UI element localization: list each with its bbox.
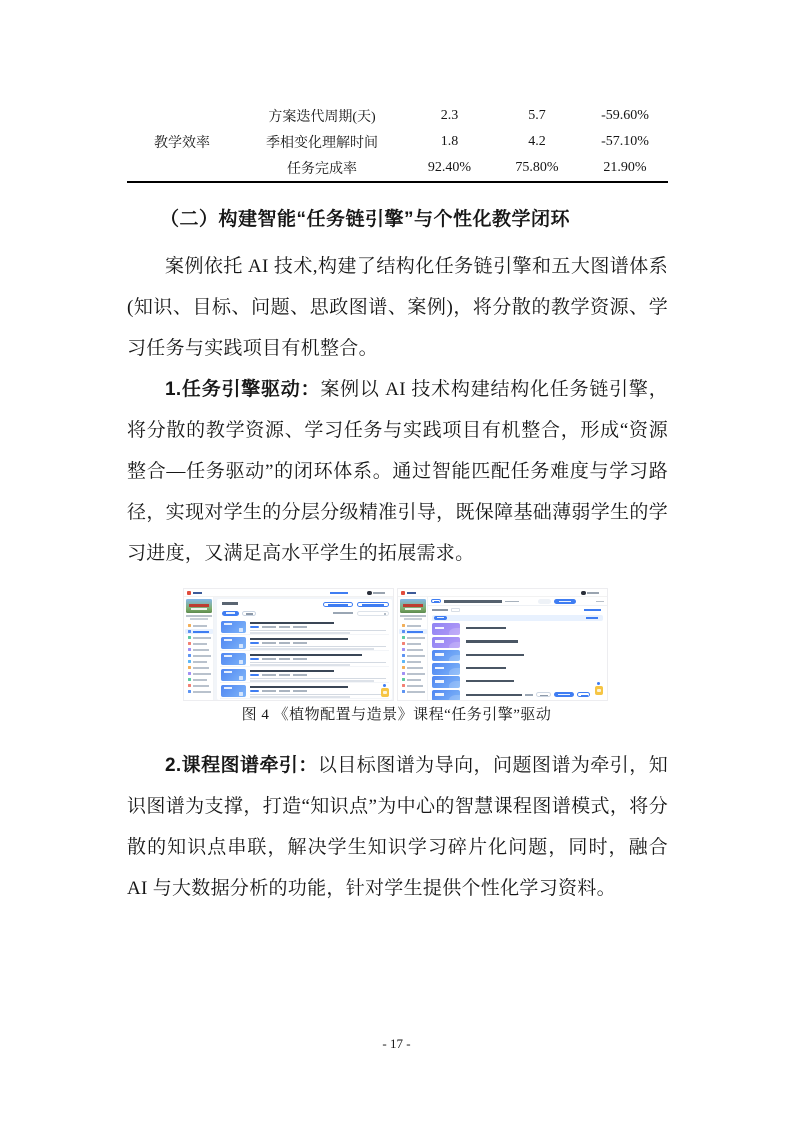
mini-nav-label — [407, 685, 423, 687]
mini-nav-label — [407, 679, 421, 681]
mini-mascot-icon — [380, 684, 390, 698]
mini-card-thumbnail — [221, 685, 246, 698]
mini-nav-label — [407, 631, 423, 633]
mini-mascot-icon — [594, 682, 604, 696]
mini-nav-icon — [188, 630, 191, 633]
mini-task-card — [220, 652, 389, 667]
mini-card-title — [250, 654, 362, 657]
mini-chain-title — [466, 680, 514, 682]
table-cell-value: 1.8 — [440, 134, 459, 149]
mini-nav-item — [185, 677, 213, 682]
mini-mascot-face — [383, 691, 387, 694]
table-cell-value: 75.80% — [515, 160, 559, 175]
paragraph-lead: 2.课程图谱牵引： — [165, 755, 318, 776]
mini-secondary-button — [538, 599, 551, 604]
mini-tile-swoosh — [449, 642, 460, 649]
mini-nav-item — [399, 689, 427, 694]
mini-nav-icon — [188, 672, 191, 675]
mini-nav-icon — [402, 624, 405, 627]
mini-nav-icon — [402, 642, 405, 645]
mini-nav-item — [185, 671, 213, 676]
mini-card-desc — [250, 664, 350, 666]
mini-card-meta — [293, 674, 307, 676]
mini-card-meta — [262, 642, 276, 644]
mini-chain-row — [432, 689, 603, 701]
mini-card-desc — [250, 632, 350, 634]
mini-sidebar — [184, 597, 214, 701]
mini-tile-label — [435, 640, 444, 643]
mini-thumb-label — [224, 687, 232, 689]
mini-calendar-icon — [239, 692, 243, 696]
mini-back-button — [431, 599, 441, 603]
mini-nav-label — [193, 625, 207, 627]
mini-nav-item — [185, 635, 213, 640]
mini-avatar — [367, 591, 372, 596]
mini-sidebar — [398, 597, 428, 701]
mini-task-card — [220, 620, 389, 635]
mini-chain-title — [466, 654, 524, 656]
mini-avatar — [581, 591, 586, 596]
mini-prev-button — [536, 692, 551, 697]
mini-nav-label — [407, 667, 423, 669]
mini-button-label — [328, 604, 348, 606]
mini-nav-icon — [188, 624, 191, 627]
mini-nav-icon — [402, 690, 405, 693]
mini-nav-icon — [402, 678, 405, 681]
mini-cover-subtitle — [405, 608, 421, 610]
mini-chain-tile — [432, 690, 460, 701]
mini-card-thumbnail — [221, 637, 246, 650]
mini-next-button — [554, 692, 574, 697]
figure-screenshot-task-list — [183, 588, 394, 701]
mini-breadcrumb-sub — [505, 601, 519, 603]
mini-nav-icon — [402, 666, 405, 669]
mini-chain-title — [466, 694, 522, 696]
mini-nav-label — [193, 691, 211, 693]
mini-calendar-icon — [239, 660, 243, 664]
mini-card-meta — [279, 642, 290, 644]
mini-nav-item — [399, 671, 427, 676]
mini-cover-subtitle — [191, 608, 207, 610]
mini-banner-link — [586, 617, 598, 619]
mini-card-meta — [279, 658, 290, 660]
mini-topbar-link — [330, 592, 348, 594]
mini-nav-item — [399, 659, 427, 664]
mini-panel-title — [222, 602, 238, 605]
figure-screenshot-task-chain — [397, 588, 608, 701]
paragraph-intro — [127, 246, 668, 369]
section-heading — [127, 204, 668, 231]
mini-filter-label — [432, 609, 448, 611]
mini-nav-icon — [402, 654, 405, 657]
mini-nav-label — [193, 631, 209, 633]
mini-cover-title-banner — [403, 604, 423, 607]
mini-username — [587, 592, 599, 594]
mini-nav-label — [193, 649, 209, 651]
mini-card-thumbnail — [221, 653, 246, 666]
table-cell-change: -57.10% — [601, 134, 649, 149]
mini-card-title — [250, 686, 348, 689]
paragraph-task-engine — [127, 369, 668, 574]
mini-chain-tile — [432, 663, 460, 675]
mini-nav-item — [399, 635, 427, 640]
mini-cover-caption — [400, 615, 426, 617]
mini-nav-icon — [188, 666, 191, 669]
mini-tile-label — [435, 653, 444, 656]
mini-nav-item — [185, 665, 213, 670]
table-cell-metric: 任务完成率 — [287, 162, 357, 177]
mini-done-button — [577, 692, 590, 697]
mini-nav-icon — [402, 648, 405, 651]
mini-chain-title — [466, 627, 506, 629]
mini-nav-icon — [402, 684, 405, 687]
mini-chain-row — [432, 636, 603, 649]
mini-nav-label — [407, 649, 423, 651]
mini-page-label — [525, 694, 533, 696]
mini-card-desc — [250, 630, 386, 632]
table-row — [127, 129, 668, 155]
mini-chain-row — [432, 649, 603, 662]
mini-card-title — [250, 638, 348, 641]
mini-action-button — [323, 602, 353, 608]
mini-nav-item — [399, 683, 427, 688]
paragraph-text: 案例以 AI 技术构建结构化任务链引擎，将分散的教学资源、学习任务与实践项目有机整合，形成“资源整合—任务驱动”的闭环体系。通过智能匹配任务难度与学习路径，实现对学生的分层分级精准引导，既保障基础薄弱学生的学习进度，又满足高水平学生的拓展需求。 — [127, 379, 668, 564]
paragraph-lead: 1.任务引擎驱动： — [165, 379, 321, 400]
mini-course-cover-image — [400, 599, 426, 613]
mini-button-label — [434, 601, 439, 602]
mini-cover-caption — [190, 618, 208, 620]
mini-nav-item — [185, 683, 213, 688]
figure-4 — [183, 588, 608, 701]
mini-task-card — [220, 668, 389, 683]
mini-task-card — [220, 684, 389, 699]
table-cell-change: 21.90% — [603, 160, 647, 175]
mini-primary-button — [554, 599, 576, 604]
mini-calendar-icon — [239, 676, 243, 680]
mini-breadcrumb-bar — [428, 597, 607, 606]
mini-nav-label — [407, 637, 425, 639]
mini-card-tag — [250, 642, 259, 644]
mini-sort-label — [333, 612, 353, 614]
mini-card-thumbnail — [221, 621, 246, 634]
paragraph-text: 以目标图谱为导向，问题图谱为牵引，知识图谱为支撑，打造“知识点”为中心的智慧课程图谱模式，将分散的知识点串联，解决学生知识学习碎片化问题，同时，融合 AI 与大数据分析的功能，针对学生提供个性化学习资料。 — [127, 755, 668, 899]
mini-breadcrumb-title — [444, 600, 502, 602]
table-row — [127, 155, 668, 181]
page-number: - 17 - — [382, 1036, 411, 1051]
mini-nav-label — [193, 673, 211, 675]
mini-nav-item — [185, 641, 213, 646]
mini-chain-title — [466, 667, 506, 669]
mini-search-box — [357, 611, 389, 617]
mini-nav-label — [193, 661, 207, 663]
mini-nav-item — [185, 647, 213, 652]
mini-nav-label — [193, 679, 207, 681]
table-cell-category: 教学效率 — [154, 136, 210, 151]
mini-tile-label — [435, 627, 444, 630]
mini-card-desc — [250, 646, 386, 648]
mini-search-icon — [384, 613, 386, 615]
mini-chain-tile — [432, 676, 460, 688]
mini-nav-icon — [188, 654, 191, 657]
mini-mascot-body — [595, 686, 603, 695]
mini-nav-icon — [188, 678, 191, 681]
mini-tile-label — [435, 667, 444, 670]
mini-card-meta — [279, 690, 290, 692]
mini-card-desc — [250, 648, 374, 650]
mini-card-meta — [262, 626, 276, 628]
mini-button-label — [540, 695, 548, 697]
metrics-table — [127, 103, 668, 183]
mini-chapter-pill — [434, 616, 447, 621]
mini-topbar — [398, 589, 607, 597]
mini-card-tag — [250, 658, 259, 660]
mini-card-tag — [250, 690, 259, 692]
mini-card-tag — [250, 626, 259, 628]
mini-tile-swoosh — [449, 668, 460, 675]
mini-logo-icon — [401, 591, 405, 595]
table-cell-value: 92.40% — [427, 160, 472, 175]
table-cell-metric: 方案迭代周期(天) — [268, 110, 376, 125]
mini-chain-row — [432, 676, 603, 689]
mini-cover-caption — [186, 615, 212, 617]
mini-main-area — [428, 606, 607, 701]
paragraph-course-map — [127, 745, 668, 909]
mini-main-area — [214, 597, 394, 701]
table-cell-value: 5.7 — [528, 108, 546, 123]
mini-nav-item — [399, 647, 427, 652]
mini-thumb-label — [224, 623, 232, 625]
mini-card-title — [250, 670, 334, 673]
mini-action-button — [357, 602, 389, 608]
table-cell-change: -59.60% — [601, 108, 649, 123]
mini-nav-icon — [402, 630, 405, 633]
mini-nav-item — [399, 623, 427, 628]
mini-breadcrumb-extra — [596, 601, 604, 603]
mini-course-cover-image — [186, 599, 212, 613]
mini-thumb-label — [224, 639, 232, 641]
mini-card-meta — [262, 690, 276, 692]
mini-nav-icon — [188, 636, 191, 639]
mini-nav-icon — [402, 660, 405, 663]
mini-nav-label — [407, 643, 421, 645]
mini-nav-icon — [188, 648, 191, 651]
mini-chain-tile — [432, 637, 460, 649]
mini-pill-label — [437, 617, 444, 619]
mini-nav-icon — [402, 672, 405, 675]
mini-nav-item — [399, 665, 427, 670]
mini-button-label — [558, 694, 570, 696]
mini-tile-label — [435, 680, 444, 683]
mini-card-meta — [293, 642, 307, 644]
mini-pill-label — [246, 613, 253, 615]
mini-cover-caption — [404, 618, 422, 620]
mini-nav-icon — [402, 636, 405, 639]
mini-nav-label — [193, 655, 211, 657]
mini-chain-tile — [432, 650, 460, 662]
mini-card-desc — [250, 680, 374, 682]
mini-card-meta — [262, 658, 276, 660]
table-cell-value: 4.2 — [528, 134, 546, 149]
mini-button-label — [559, 601, 571, 603]
mini-cover-title-banner — [189, 604, 209, 607]
mini-mascot-dot — [597, 682, 600, 685]
mini-nav-item — [185, 659, 213, 664]
mini-expand-link — [584, 609, 601, 611]
mini-filter-pill — [242, 611, 256, 617]
mini-nav-item — [185, 623, 213, 628]
table-cell-value: 2.3 — [440, 108, 459, 123]
mini-card-meta — [293, 690, 307, 692]
mini-chain-row — [432, 662, 603, 675]
mini-mascot-dot — [383, 684, 386, 687]
mini-card-meta — [262, 674, 276, 676]
mini-nav-label — [193, 685, 209, 687]
mini-nav-icon — [188, 642, 191, 645]
mini-chain-tile — [432, 623, 460, 635]
mini-thumb-label — [224, 655, 232, 657]
mini-nav-icon — [188, 690, 191, 693]
mini-card-desc — [250, 694, 386, 696]
mini-tile-swoosh — [449, 695, 460, 701]
mini-nav-item — [399, 677, 427, 682]
mini-card-meta — [293, 658, 307, 660]
mini-card-desc — [250, 696, 350, 698]
mini-button-label — [362, 604, 384, 606]
mini-nav-item — [185, 689, 213, 694]
mini-nav-item — [399, 629, 427, 634]
mini-calendar-icon — [239, 628, 243, 632]
mini-nav-label — [193, 643, 207, 645]
mini-card-desc — [250, 662, 386, 664]
mini-card-meta — [293, 626, 307, 628]
mini-task-card — [220, 636, 389, 651]
mini-username — [373, 592, 385, 594]
mini-chain-title — [466, 640, 518, 642]
mini-chapter-banner — [432, 615, 603, 622]
mini-nav-item — [399, 641, 427, 646]
mini-chain-row — [432, 623, 603, 636]
mini-nav-icon — [188, 684, 191, 687]
mini-mascot-body — [381, 688, 389, 697]
mini-logo-text — [407, 592, 416, 595]
paragraph-text: 案例依托 AI 技术,构建了结构化任务链引擎和五大图谱体系(知识、目标、问题、思政图谱、案例)，将分散的教学资源、学习任务与实践项目有机整合。 — [127, 256, 668, 359]
mini-mascot-face — [597, 689, 601, 692]
table-row — [127, 103, 668, 129]
mini-card-thumbnail — [221, 669, 246, 682]
mini-calendar-icon — [239, 644, 243, 648]
mini-filter-dropdown — [451, 608, 460, 613]
mini-nav-label — [407, 691, 425, 693]
mini-card-tag — [250, 674, 259, 676]
mini-card-meta — [279, 626, 290, 628]
mini-nav-label — [193, 637, 211, 639]
mini-button-label — [581, 695, 588, 697]
mini-task-panel — [217, 599, 392, 700]
mini-nav-label — [407, 661, 421, 663]
mini-nav-label — [407, 673, 425, 675]
mini-nav-label — [407, 625, 421, 627]
mini-logo-icon — [187, 591, 191, 595]
mini-tile-label — [435, 693, 444, 696]
table-cell-metric: 季相变化理解时间 — [266, 136, 378, 151]
section-heading-text: （二）构建智能“任务链引擎”与个性化教学闭环 — [160, 209, 571, 230]
mini-nav-icon — [188, 660, 191, 663]
mini-card-meta — [279, 674, 290, 676]
mini-card-title — [250, 622, 334, 625]
mini-card-desc — [250, 678, 386, 680]
mini-nav-label — [193, 667, 209, 669]
mini-nav-item — [399, 653, 427, 658]
mini-pill-label — [226, 612, 235, 614]
mini-logo-text — [193, 592, 202, 595]
mini-filter-pill-active — [222, 611, 239, 617]
mini-nav-label — [407, 655, 425, 657]
mini-nav-item — [185, 629, 213, 634]
mini-topbar — [184, 589, 393, 597]
figure-caption: 图 4 《植物配置与造景》课程“任务引擎”驱动 — [241, 707, 552, 723]
mini-tile-swoosh — [449, 655, 460, 662]
mini-tile-swoosh — [449, 628, 460, 635]
mini-tile-swoosh — [449, 681, 460, 688]
mini-nav-item — [185, 653, 213, 658]
mini-thumb-label — [224, 671, 232, 673]
